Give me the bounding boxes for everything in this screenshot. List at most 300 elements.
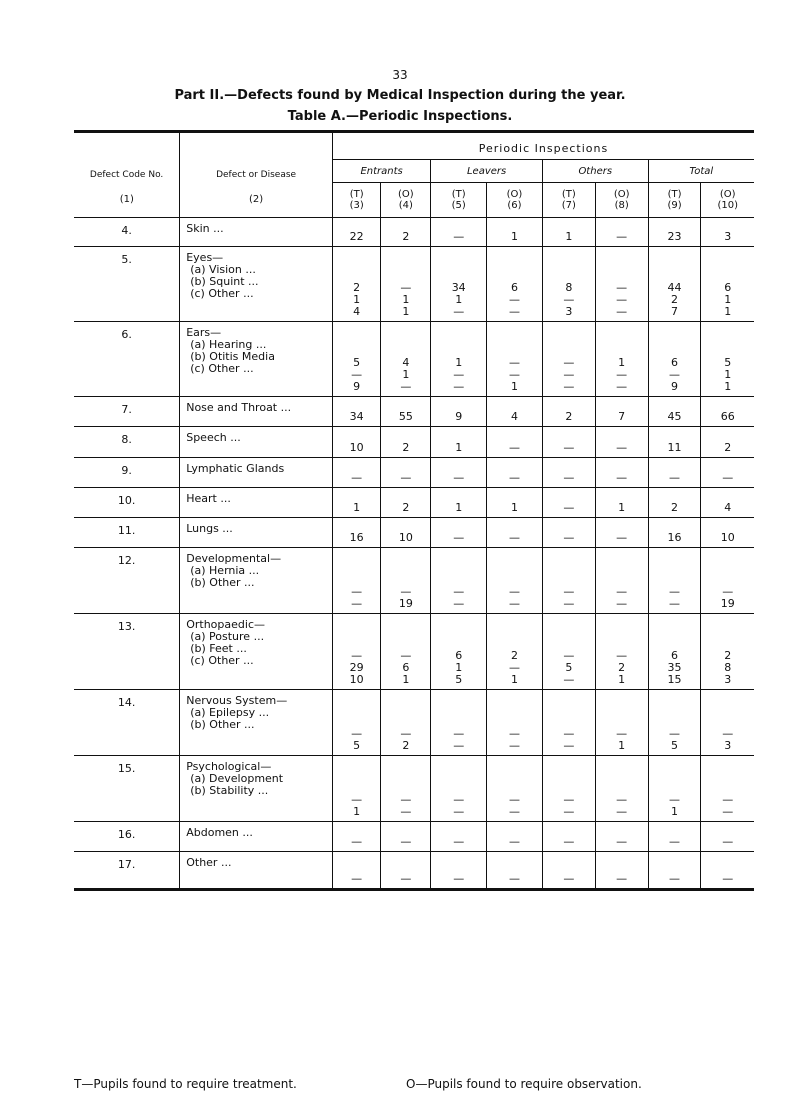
cell-value: — (351, 792, 363, 806)
cell-value: 1 (618, 500, 626, 514)
table-cell (487, 487, 543, 517)
cell-value: — (453, 304, 465, 318)
table-cell (381, 218, 431, 246)
defect-code: 5. (121, 252, 132, 266)
cell-value: 16 (667, 530, 682, 544)
table-cell (595, 218, 648, 246)
table-cell (542, 517, 595, 547)
cell-value: — (453, 584, 465, 598)
cell-value: — (508, 660, 520, 674)
table-body (74, 218, 754, 889)
defect-code: 6. (121, 327, 132, 341)
defect-subitem: (a) Posture ... (190, 629, 265, 643)
col-num-2: (2) (248, 194, 264, 205)
cell-value: — (400, 379, 412, 393)
table-cell (381, 487, 431, 517)
table-cell (381, 689, 431, 755)
cell-value: 19 (398, 596, 413, 610)
cell-value: — (563, 584, 575, 598)
cell-value: — (453, 379, 465, 393)
table-cell (542, 689, 595, 755)
table-cell (332, 396, 380, 426)
defects-table (74, 130, 754, 891)
cell-value: 1 (353, 804, 361, 818)
cell-value: — (616, 871, 628, 885)
table-cell (487, 426, 543, 457)
cell-value: 2 (353, 280, 361, 294)
cell-value: 6 (724, 280, 732, 294)
cell-value: — (508, 304, 520, 318)
cell-value: 8 (565, 280, 573, 294)
table-cell (701, 689, 754, 755)
defect-name (180, 851, 333, 889)
cell-value: — (722, 792, 734, 806)
table-cell (701, 218, 754, 246)
col-header-o: (O) (6) (487, 183, 543, 218)
table-cell (542, 613, 595, 689)
table-cell (595, 517, 648, 547)
cell-value: 16 (349, 530, 364, 544)
cell-value: 2 (618, 660, 626, 674)
cell-value: — (563, 738, 575, 752)
cell-value: 2 (671, 500, 679, 514)
cell-value: 1 (724, 304, 732, 318)
cell-value: — (453, 530, 465, 544)
cell-value: — (722, 871, 734, 885)
cell-value: — (508, 292, 520, 306)
leavers-header: Leavers (431, 160, 543, 183)
cell-value: — (563, 530, 575, 544)
cell-value: — (563, 726, 575, 740)
cell-value: 19 (720, 596, 735, 610)
table-cell (487, 689, 543, 755)
cell-value: 23 (667, 229, 682, 243)
cell-value: 10 (349, 672, 364, 686)
table-row (74, 396, 754, 426)
defect-name (180, 547, 333, 613)
footnote-o: O—Pupils found to require observation. (406, 1077, 642, 1091)
defect-subitem: (b) Stability ... (190, 783, 269, 797)
defect-code: 13. (117, 619, 136, 633)
cell-value: — (400, 470, 412, 484)
cell-value: 10 (720, 530, 735, 544)
table-cell (332, 218, 380, 246)
table-cell (332, 851, 380, 889)
total-header: Total (648, 160, 754, 183)
cell-value: — (616, 292, 628, 306)
cell-value: — (563, 379, 575, 393)
cell-value: — (351, 834, 363, 848)
table-row (74, 457, 754, 487)
table-cell (487, 755, 543, 821)
cell-value: — (616, 379, 628, 393)
table-cell (701, 517, 754, 547)
cell-value: — (400, 834, 412, 848)
table-cell (381, 851, 431, 889)
defect-subitem: (c) Other ... (190, 286, 254, 300)
cell-value: — (508, 367, 520, 381)
table-cell (487, 321, 543, 396)
col-header-o: (O) (8) (595, 183, 648, 218)
cell-value: — (616, 834, 628, 848)
cell-value: — (508, 470, 520, 484)
table-cell (431, 457, 487, 487)
table-cell (431, 426, 487, 457)
cell-value: — (508, 834, 520, 848)
others-header: Others (542, 160, 648, 183)
table-cell (595, 689, 648, 755)
table-cell (595, 821, 648, 851)
defect-name-label: Speech ... (186, 430, 241, 444)
cell-value: 9 (455, 409, 463, 423)
cell-value: — (453, 834, 465, 848)
cell-value: 9 (671, 379, 679, 393)
table-cell (595, 426, 648, 457)
table-cell (332, 321, 380, 396)
cell-value: — (351, 596, 363, 610)
table-cell (648, 321, 701, 396)
cell-value: — (400, 648, 412, 662)
cell-value: 4 (510, 409, 518, 423)
page-title: Part II.—Defects found by Medical Inspection during the year. (174, 88, 626, 103)
cell-value: — (669, 792, 681, 806)
defect-name (180, 755, 333, 821)
cell-value: — (351, 367, 363, 381)
table-cell (701, 487, 754, 517)
table-cell (542, 246, 595, 321)
col-header-t: (T) (7) (542, 183, 595, 218)
cell-value: — (669, 726, 681, 740)
cell-value: 1 (455, 500, 463, 514)
cell-value: 7 (671, 304, 679, 318)
defect-name (180, 457, 333, 487)
defect-subitem: (b) Otitis Media (190, 349, 275, 363)
cell-value: — (508, 530, 520, 544)
table-cell (431, 517, 487, 547)
table-cell (332, 689, 380, 755)
cell-value: — (616, 367, 628, 381)
defect-name (180, 321, 333, 396)
cell-value: — (616, 530, 628, 544)
table-cell (381, 426, 431, 457)
defect-subitem: (b) Squint ... (190, 274, 259, 288)
cell-value: 66 (720, 409, 735, 423)
table-cell (648, 218, 701, 246)
defect-code: 15. (117, 761, 136, 775)
table-cell (487, 547, 543, 613)
cell-value: — (563, 792, 575, 806)
defect-code: 4. (121, 224, 132, 237)
table-cell (648, 426, 701, 457)
table-cell (381, 613, 431, 689)
table-cell (701, 613, 754, 689)
table-row (74, 851, 754, 889)
defect-name (180, 821, 333, 851)
table-cell (648, 851, 701, 889)
cell-value: — (563, 470, 575, 484)
cell-value: 6 (671, 648, 679, 662)
defect-code: 17. (117, 857, 136, 871)
col-header-o: (O) (10) (701, 183, 754, 218)
defect-subitem: (a) Development (190, 771, 284, 785)
cell-value: 1 (353, 500, 361, 514)
cell-value: — (508, 584, 520, 598)
table-cell (542, 755, 595, 821)
cell-value: — (400, 584, 412, 598)
cell-value: — (453, 738, 465, 752)
table-cell (595, 457, 648, 487)
table-cell (381, 517, 431, 547)
cell-value: — (400, 792, 412, 806)
cell-value: — (508, 355, 520, 369)
cell-value: 1 (402, 292, 410, 306)
cell-value: 4 (353, 304, 361, 318)
cell-value: — (563, 672, 575, 686)
cell-value: 1 (510, 672, 518, 686)
cell-value: — (563, 871, 575, 885)
cell-value: 5 (724, 355, 732, 369)
defect-subitem: (b) Feet ... (190, 641, 247, 655)
cell-value: 2 (724, 440, 732, 454)
defect-name-label: Eyes— (186, 250, 224, 264)
cell-value: 1 (618, 355, 626, 369)
table-cell (542, 426, 595, 457)
cell-value: 2 (402, 440, 410, 454)
cell-value: — (616, 280, 628, 294)
cell-value: 45 (667, 409, 682, 423)
cell-value: 55 (398, 409, 413, 423)
table-cell (648, 821, 701, 851)
table-cell (648, 547, 701, 613)
cell-value: — (563, 367, 575, 381)
cell-value: 1 (455, 660, 463, 674)
cell-value: 11 (667, 440, 682, 454)
cell-value: 15 (667, 672, 682, 686)
cell-value: — (722, 834, 734, 848)
cell-value: 1 (353, 292, 361, 306)
cell-value: 1 (510, 229, 518, 243)
cell-value: 1 (402, 672, 410, 686)
cell-value: 5 (353, 738, 361, 752)
cell-value: 34 (349, 409, 364, 423)
table-cell (701, 321, 754, 396)
cell-value: 5 (671, 738, 679, 752)
table-cell (648, 517, 701, 547)
table-cell (332, 487, 380, 517)
defect-name (180, 396, 333, 426)
cell-value: — (351, 648, 363, 662)
defect-name-label: Psychological— (186, 759, 272, 773)
cell-value: — (563, 355, 575, 369)
table-cell (648, 755, 701, 821)
table-cell (542, 218, 595, 246)
table-cell (595, 396, 648, 426)
cell-value: — (563, 292, 575, 306)
cell-value: — (508, 440, 520, 454)
cell-value: 1 (510, 379, 518, 393)
cell-value: — (722, 804, 734, 818)
table-cell (487, 396, 543, 426)
table-cell (431, 851, 487, 889)
cell-value: — (400, 280, 412, 294)
defect-name (180, 426, 333, 457)
cell-value: — (563, 500, 575, 514)
defect-code: 9. (121, 463, 132, 477)
defect-subitem: (b) Other ... (190, 575, 255, 589)
col-header-o: (O) (4) (381, 183, 431, 218)
table-row (74, 821, 754, 851)
cell-value: 22 (349, 229, 364, 243)
cell-value: 2 (565, 409, 573, 423)
table-cell (595, 487, 648, 517)
cell-value: — (453, 804, 465, 818)
table-cell (701, 426, 754, 457)
cell-value: 3 (724, 672, 732, 686)
cell-value: 2 (724, 648, 732, 662)
cell-value: — (616, 648, 628, 662)
cell-value: 6 (510, 280, 518, 294)
cell-value: 6 (671, 355, 679, 369)
table-row (74, 755, 754, 821)
table-cell (701, 851, 754, 889)
cell-value: — (616, 792, 628, 806)
table-row (74, 218, 754, 246)
cell-value: — (616, 470, 628, 484)
cell-value: 1 (455, 355, 463, 369)
table-cell (701, 547, 754, 613)
cell-value: — (453, 470, 465, 484)
cell-value: — (669, 584, 681, 598)
table-cell (542, 321, 595, 396)
cell-value: — (453, 726, 465, 740)
col-header-t: (T) (5) (431, 183, 487, 218)
table-cell (487, 821, 543, 851)
cell-value: — (508, 738, 520, 752)
cell-value: — (508, 871, 520, 885)
table-cell (332, 821, 380, 851)
cell-value: 10 (349, 440, 364, 454)
table-cell (542, 396, 595, 426)
defect-subitem: (c) Other ... (190, 361, 254, 375)
cell-value: 1 (402, 304, 410, 318)
entrants-header: Entrants (332, 160, 430, 183)
table-cell (332, 755, 380, 821)
footnote (74, 1077, 774, 1091)
cell-value: 7 (618, 409, 626, 423)
col-num-1: (1) (119, 194, 134, 205)
table-cell (595, 547, 648, 613)
table-cell (381, 755, 431, 821)
table-cell (701, 755, 754, 821)
table-cell (648, 246, 701, 321)
cell-value: 44 (667, 280, 682, 294)
cell-value: 1 (618, 672, 626, 686)
cell-value: — (508, 792, 520, 806)
cell-value: — (351, 726, 363, 740)
defect-code: 8. (121, 432, 132, 446)
cell-value: 6 (455, 648, 463, 662)
cell-value: 4 (724, 500, 732, 514)
cell-value: 10 (398, 530, 413, 544)
table-row (74, 689, 754, 755)
cell-value: 2 (671, 292, 679, 306)
table-cell (595, 851, 648, 889)
cell-value: 4 (402, 355, 410, 369)
cell-value: 3 (724, 738, 732, 752)
table-cell (487, 851, 543, 889)
table-cell (542, 821, 595, 851)
cell-value: — (616, 440, 628, 454)
cell-value: 1 (724, 367, 732, 381)
table-cell (332, 517, 380, 547)
cell-value: — (453, 229, 465, 243)
table-cell (701, 396, 754, 426)
cell-value: — (563, 834, 575, 848)
defect-name-label: Lymphatic Glands (186, 461, 285, 475)
footnote-t: T—Pupils found to require treatment. (74, 1077, 297, 1091)
defect-name-label: Nervous System— (186, 693, 288, 707)
defect-code: 10. (117, 493, 136, 507)
cell-value: — (351, 871, 363, 885)
cell-value: — (400, 726, 412, 740)
cell-value: — (563, 648, 575, 662)
table-cell (487, 613, 543, 689)
cell-value: 1 (618, 738, 626, 752)
table-cell (332, 547, 380, 613)
cell-value: — (616, 304, 628, 318)
cell-value: — (722, 584, 734, 598)
cell-value: 6 (402, 660, 410, 674)
table-cell (648, 689, 701, 755)
defect-subitem: (b) Other ... (190, 717, 255, 731)
cell-value: — (616, 229, 628, 243)
cell-value: — (351, 584, 363, 598)
defect-subitem: (c) Other ... (190, 653, 254, 667)
defect-name-label: Nose and Throat ... (186, 400, 292, 414)
defect-name (180, 487, 333, 517)
cell-value: — (616, 804, 628, 818)
cell-value: — (722, 726, 734, 740)
defect-name-label: Abdomen ... (186, 825, 253, 839)
table-cell (595, 246, 648, 321)
table-cell (701, 821, 754, 851)
defect-name (180, 517, 333, 547)
table-cell (332, 457, 380, 487)
table-cell (381, 321, 431, 396)
defect-code: 14. (117, 695, 136, 709)
cell-value: — (669, 367, 681, 381)
cell-value: 1 (402, 367, 410, 381)
table-cell (381, 457, 431, 487)
defect-name (180, 218, 333, 246)
cell-value: — (508, 804, 520, 818)
cell-value: 2 (402, 229, 410, 243)
table-cell (542, 547, 595, 613)
cell-value: 2 (402, 500, 410, 514)
cell-value: — (400, 804, 412, 818)
table-cell (595, 755, 648, 821)
table-cell (487, 246, 543, 321)
table-cell (542, 851, 595, 889)
cell-value: — (669, 871, 681, 885)
defect-code: 16. (117, 827, 136, 841)
code-header: Defect Code No. (74, 132, 180, 218)
table-cell (487, 218, 543, 246)
cell-value: 1 (455, 292, 463, 306)
cell-value: 5 (565, 660, 573, 674)
cell-value: 35 (667, 660, 682, 674)
table-cell (431, 396, 487, 426)
